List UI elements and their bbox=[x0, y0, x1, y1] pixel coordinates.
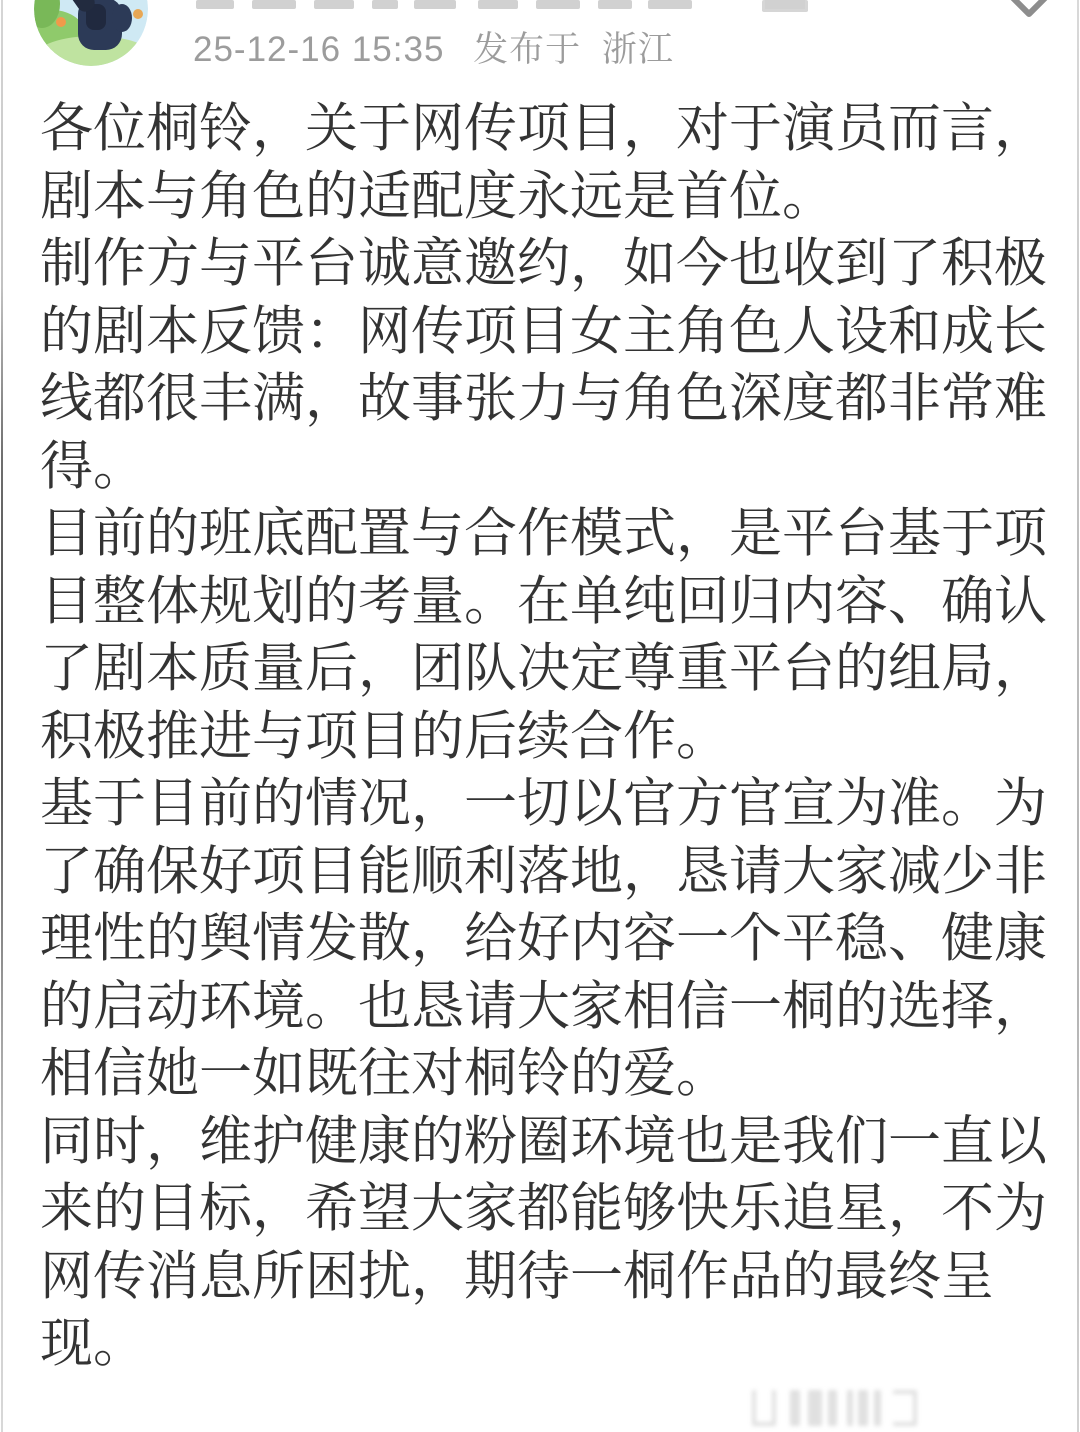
post-paragraph: 制作方与平台诚意邀约，如今也收到了积极的剧本反馈：网传项目女主角色人设和成长线都很丰满，故事张力与角色深度都非常难得。 bbox=[40, 234, 1047, 496]
post-meta bbox=[193, 22, 674, 72]
badge-remnant bbox=[762, 0, 808, 12]
post-paragraph: 各位桐铃，关于网传项目，对于演员而言，剧本与角色的适配度永远是首位。 bbox=[40, 99, 1047, 226]
location[interactable]: 浙江 bbox=[601, 30, 674, 69]
screen-edge-right bbox=[1077, 0, 1079, 1432]
timestamp: 25-12-16 15:35 bbox=[193, 30, 445, 69]
screen-edge-left bbox=[1, 0, 3, 1432]
post-paragraph: 同时，维护健康的粉圈环境也是我们一直以来的目标，希望大家都能够快乐追星，不为网传消息所困扰，期待一桐作品的最终呈现。 bbox=[40, 1111, 1047, 1373]
post-text bbox=[40, 95, 1060, 1378]
post-paragraph: 基于目前的情况，一切以官方官宣为准。为了确保好项目能顺利落地，恳请大家减少非理性的舆情发散，给好内容一个平稳、健康的启动环境。也恳请大家相信一桐的选择，相信她一如既往对桐铃的爱。 bbox=[40, 774, 1047, 1103]
chevron-down-icon[interactable] bbox=[1000, 0, 1058, 22]
avatar-illustration bbox=[34, 0, 148, 66]
post-paragraph: 目前的班底配置与合作模式，是平台基于项目整体规划的考量。在单纯回归内容、确认了剧本质量后，团队决定尊重平台的组局，积极推进与项目的后续合作。 bbox=[40, 504, 1047, 766]
watermark bbox=[752, 1390, 932, 1426]
avatar[interactable] bbox=[34, 0, 148, 66]
posted-from-label: 发布于 bbox=[473, 30, 582, 69]
